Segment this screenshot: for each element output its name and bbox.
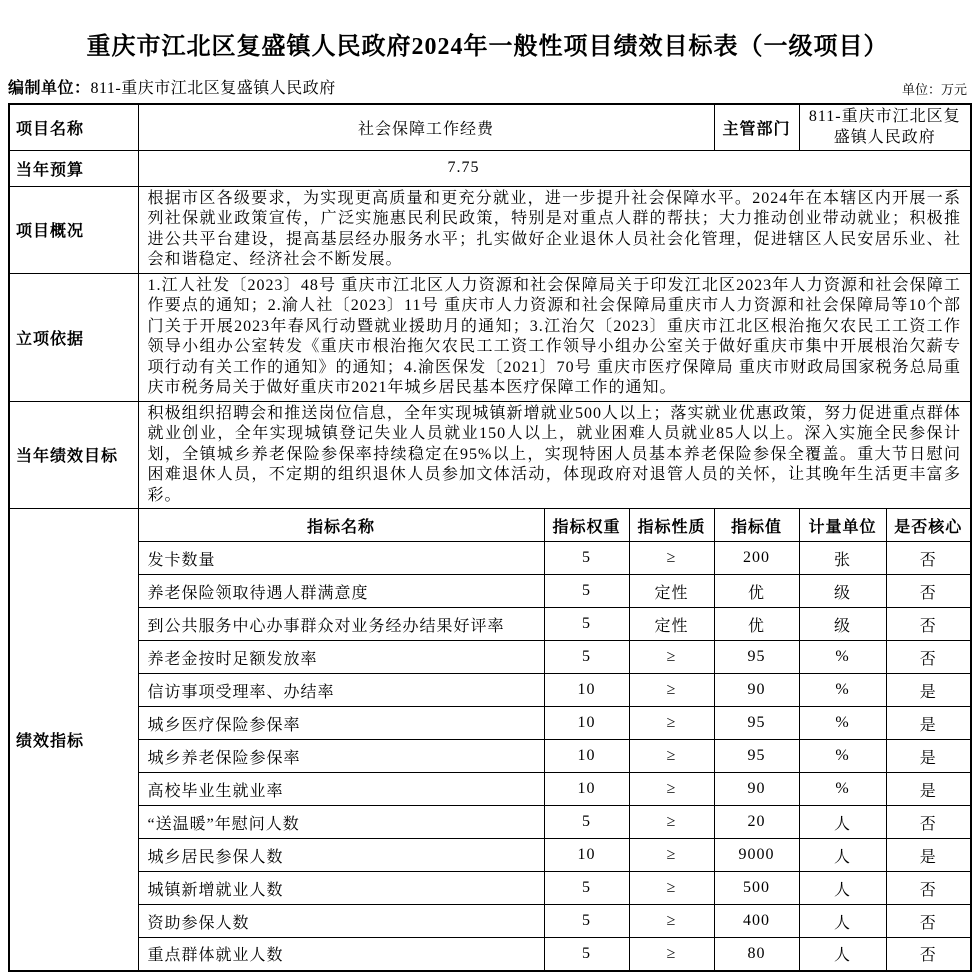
- indicator-row: [9, 905, 971, 938]
- indicator-row: [9, 608, 971, 641]
- indicator-unit-cell: 张: [799, 542, 886, 575]
- indicator-unit-header: 计量单位: [799, 509, 886, 542]
- unit-note: 单位：万元: [901, 82, 967, 97]
- indicator-unit-cell: 人: [799, 872, 886, 905]
- overview-row: [9, 186, 971, 273]
- indicator-unit-cell: %: [799, 740, 886, 773]
- indicator-name-cell: 养老金按时足额发放率: [138, 641, 544, 674]
- indicator-nature-header: 指标性质: [629, 509, 714, 542]
- indicator-core-cell: 是: [886, 707, 971, 740]
- indicator-weight-header: 指标权重: [544, 509, 629, 542]
- indicator-value-header: 指标值: [714, 509, 799, 542]
- overview-text-cell: 根据市区各级要求，为实现更高质量和更充分就业，进一步提升社会保障水平。2024年在本辖区内开展一系列社保就业政策宣传，广泛实施惠民利民政策，特别是对重点人群的帮扶；大力推动创业带动就业；积极推进公共平台建设，提高基层经办服务水平；扎实做好企业退休人员社会化管理，促进辖区人民安居乐业、社会和谐稳定、经济社会不断发展。: [138, 186, 971, 273]
- indicator-core-cell: 否: [886, 905, 971, 938]
- indicator-weight-cell: 5: [544, 641, 629, 674]
- indicator-core-cell: 是: [886, 773, 971, 806]
- indicator-value-cell: 9000: [714, 839, 799, 872]
- indicator-unit-cell: 人: [799, 839, 886, 872]
- indicator-weight-cell: 5: [544, 872, 629, 905]
- budget-value-cell: [138, 150, 971, 186]
- indicator-value-cell: 95: [714, 707, 799, 740]
- indicator-unit-cell: %: [799, 707, 886, 740]
- indicator-weight-cell: 10: [544, 740, 629, 773]
- performance-target-table: [8, 103, 972, 972]
- indicator-unit-cell: 级: [799, 575, 886, 608]
- project-name-row: [9, 104, 971, 150]
- indicator-unit-cell: %: [799, 674, 886, 707]
- indicator-row: [9, 641, 971, 674]
- indicator-unit-cell: %: [799, 773, 886, 806]
- goal-label-cell: 当年绩效目标: [9, 401, 138, 509]
- indicator-value-cell: 95: [714, 641, 799, 674]
- overview-label-cell: 项目概况: [9, 186, 138, 273]
- indicator-nature-cell: ≥: [629, 740, 714, 773]
- indicator-value-cell: 500: [714, 872, 799, 905]
- indicator-nature-cell: ≥: [629, 542, 714, 575]
- meta-row: [8, 75, 967, 98]
- indicator-row: [9, 839, 971, 872]
- indicator-name-cell: 城乡居民参保人数: [138, 839, 544, 872]
- indicator-weight-cell: 5: [544, 905, 629, 938]
- indicator-nature-cell: ≥: [629, 641, 714, 674]
- indicator-name-cell: 城镇新增就业人数: [138, 872, 544, 905]
- indicators-section-label-cell: 绩效指标: [9, 509, 138, 971]
- prepared-by-value: 811-重庆市江北区复盛镇人民政府: [90, 80, 336, 97]
- indicator-value-cell: 95: [714, 740, 799, 773]
- indicator-core-header: 是否核心: [886, 509, 971, 542]
- indicator-nature-cell: ≥: [629, 806, 714, 839]
- indicator-name-cell: 城乡医疗保险参保率: [138, 707, 544, 740]
- indicator-core-cell: 否: [886, 872, 971, 905]
- indicator-name-cell: 发卡数量: [138, 542, 544, 575]
- indicator-name-cell: 到公共服务中心办事群众对业务经办结果好评率: [138, 608, 544, 641]
- prepared-by-label: 编制单位：: [8, 80, 91, 97]
- indicator-core-cell: 是: [886, 839, 971, 872]
- indicator-weight-cell: 10: [544, 674, 629, 707]
- indicator-nature-cell: 定性: [629, 608, 714, 641]
- indicator-unit-cell: 人: [799, 806, 886, 839]
- basis-label-cell: 立项依据: [9, 273, 138, 401]
- indicator-unit-cell: 级: [799, 608, 886, 641]
- indicator-row: [9, 707, 971, 740]
- indicator-core-cell: 是: [886, 740, 971, 773]
- indicator-value-cell: 20: [714, 806, 799, 839]
- indicator-nature-cell: ≥: [629, 674, 714, 707]
- indicator-core-cell: 否: [886, 641, 971, 674]
- indicator-nature-cell: ≥: [629, 938, 714, 971]
- indicator-row: [9, 806, 971, 839]
- indicator-unit-cell: 人: [799, 905, 886, 938]
- indicator-value-cell: 90: [714, 674, 799, 707]
- indicator-core-cell: 否: [886, 806, 971, 839]
- indicator-weight-cell: 10: [544, 839, 629, 872]
- indicator-value-cell: 优: [714, 575, 799, 608]
- goal-row: [9, 401, 971, 509]
- indicator-row: [9, 773, 971, 806]
- indicator-value-cell: 90: [714, 773, 799, 806]
- budget-row: [9, 150, 971, 186]
- budget-value: 7.75: [447, 159, 480, 176]
- project-name-label-cell: 项目名称: [9, 104, 138, 150]
- prepared-by: [8, 75, 336, 98]
- goal-text-cell: 积极组织招聘会和推送岗位信息，全年实现城镇新增就业500人以上；落实就业优惠政策，努力促进重点群体就业创业，全年实现城镇登记失业人员就业150人以上，就业困难人员就业85人以上。深入实施全民参保计划，全镇城乡养老保险参保率持续稳定在95%以上，实现特困人员基本养老保险参保全覆盖。重大节日慰问困难退休人员，不定期的组织退休人员参加文体活动，体现政府对退管人员的关怀，让其晚年生活更丰富多彩。: [138, 401, 971, 509]
- indicator-name-cell: 城乡养老保险参保率: [138, 740, 544, 773]
- indicator-row: [9, 575, 971, 608]
- dept-value-cell: 811-重庆市江北区复盛镇人民政府: [799, 104, 971, 150]
- indicator-name-cell: 养老保险领取待遇人群满意度: [138, 575, 544, 608]
- basis-row: [9, 273, 971, 401]
- indicator-name-cell: 资助参保人数: [138, 905, 544, 938]
- indicator-weight-cell: 10: [544, 773, 629, 806]
- indicator-value-cell: 200: [714, 542, 799, 575]
- indicator-value-cell: 400: [714, 905, 799, 938]
- indicator-nature-cell: ≥: [629, 707, 714, 740]
- indicator-row: [9, 542, 971, 575]
- indicator-weight-cell: 5: [544, 575, 629, 608]
- indicator-weight-cell: 5: [544, 806, 629, 839]
- indicator-name-cell: 重点群体就业人数: [138, 938, 544, 971]
- indicator-nature-cell: ≥: [629, 773, 714, 806]
- indicator-row: [9, 740, 971, 773]
- dept-label-cell: 主管部门: [714, 104, 799, 150]
- indicator-nature-cell: 定性: [629, 575, 714, 608]
- project-name-value-cell: 社会保障工作经费: [138, 104, 714, 150]
- indicator-name-cell: 高校毕业生就业率: [138, 773, 544, 806]
- indicator-row: [9, 674, 971, 707]
- indicator-name-cell: 信访事项受理率、办结率: [138, 674, 544, 707]
- indicator-core-cell: 否: [886, 575, 971, 608]
- indicator-name-cell: “送温暖”年慰问人数: [138, 806, 544, 839]
- indicator-value-cell: 优: [714, 608, 799, 641]
- indicator-name-header: 指标名称: [138, 509, 544, 542]
- indicator-row: [9, 872, 971, 905]
- indicator-core-cell: 否: [886, 938, 971, 971]
- indicator-nature-cell: ≥: [629, 839, 714, 872]
- indicator-weight-cell: 5: [544, 608, 629, 641]
- indicator-row: [9, 938, 971, 971]
- indicator-unit-cell: 人: [799, 938, 886, 971]
- indicator-value-cell: 80: [714, 938, 799, 971]
- indicator-core-cell: 是: [886, 674, 971, 707]
- indicator-unit-cell: %: [799, 641, 886, 674]
- basis-text-cell: 1.江人社发〔2023〕48号 重庆市江北区人力资源和社会保障局关于印发江北区2023年人力资源和社会保障工作要点的通知；2.渝人社〔2023〕11号 重庆市人力资源和社会保障局重庆市人力资源和社会保障局等10个部门关于开展2023年春风行动暨就业援助月的通知；3.江治欠〔2023〕重庆市江北区根治拖欠农民工工资工作领导小组办公室转发《重庆市根治拖欠农民工工资工作领导小组办公室关于做好重庆市集中开展根治欠薪专项行动有关工作的通知》的通知；4.渝医保发〔2021〕70号 重庆市医疗保障局 重庆市财政局国家税务总局重庆市税务局关于做好重庆市2021年城乡居民基本医疗保障工作的通知。: [138, 273, 971, 401]
- indicator-nature-cell: ≥: [629, 872, 714, 905]
- indicator-weight-cell: 5: [544, 938, 629, 971]
- indicator-core-cell: 否: [886, 542, 971, 575]
- budget-label-cell: 当年预算: [9, 150, 138, 186]
- indicator-nature-cell: ≥: [629, 905, 714, 938]
- indicator-weight-cell: 10: [544, 707, 629, 740]
- indicator-weight-cell: 5: [544, 542, 629, 575]
- indicators-header-row: [9, 509, 971, 542]
- indicator-core-cell: 否: [886, 608, 971, 641]
- page-title: 重庆市江北区复盛镇人民政府2024年一般性项目绩效目标表（一级项目）: [86, 34, 889, 60]
